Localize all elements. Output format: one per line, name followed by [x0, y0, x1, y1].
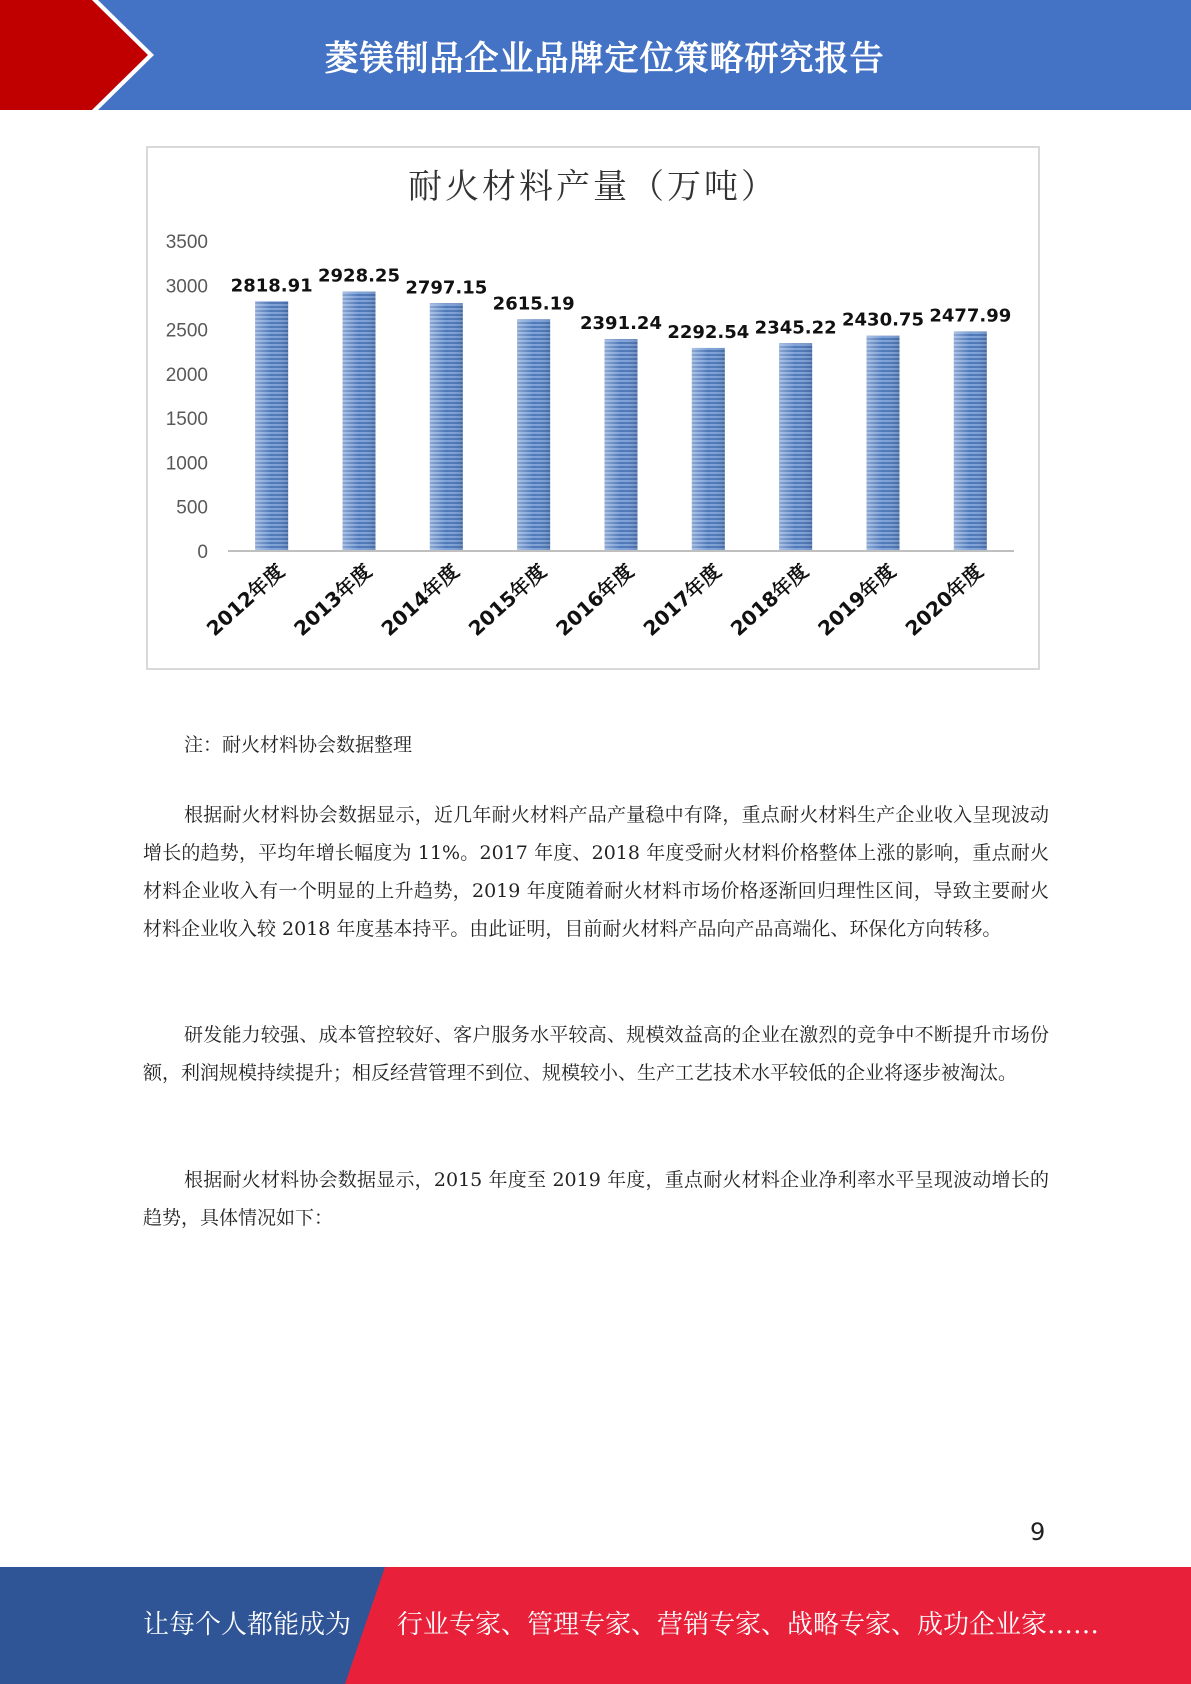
bar-value-label: 2477.99 [929, 305, 1012, 327]
page-footer [0, 1567, 1191, 1684]
chart-source-note: 注：耐火材料协会数据整理 [184, 734, 413, 756]
y-tick-label: 3500 [165, 232, 208, 253]
bar-shading [867, 336, 900, 551]
report-title: 菱镁制品企业品牌定位策略研究报告 [324, 38, 885, 79]
bar-shading [255, 301, 288, 551]
y-tick-label: 500 [176, 497, 208, 519]
bar-value-label: 2430.75 [842, 309, 924, 331]
paragraph-1: 根据耐火材料协会数据显示，近几年耐火材料产品产量稳中有降，重点耐火材料生产企业收入呈现波动增长的趋势，平均年增长幅度为 11%。2017 年度、2018 年度受耐火材料价格整体上涨的影响，重点耐火材料企业收入有一个明显的上升趋势，2019 年度随着耐火材料市场价格逐渐回归理性区间，导致主要耐火材料企业收入较 2018 年度基本持平。由此证明，目前耐火材料产品向产品高端化、环保化方向转移。 [143, 804, 1049, 940]
bar-value-label: 2818.91 [230, 275, 313, 297]
x-tick-label: 2018年度 [725, 558, 814, 641]
bar-shading [779, 343, 812, 551]
y-tick-label: 0 [197, 542, 208, 563]
y-tick-label: 3000 [165, 276, 208, 298]
footer-slogan-right: 行业专家、管理专家、营销专家、战略专家、成功企业家…… [397, 1610, 1100, 1640]
paragraph-2: 研发能力较强、成本管控较好、客户服务水平较高、规模效益高的企业在激烈的竞争中不断提升市场份额，利润规模持续提升；相反经营管理不到位、规模较小、生产工艺技术水平较低的企业将逐步被淘汰。 [143, 1024, 1049, 1084]
y-tick-label: 2000 [165, 364, 208, 386]
y-tick-label: 1500 [165, 409, 208, 431]
bar-chart-svg [148, 148, 1038, 668]
footer-slogan-left: 让每个人都能成为 [143, 1610, 352, 1640]
bar-shading [430, 303, 463, 551]
x-tick-label: 2015年度 [463, 558, 552, 641]
bar-value-label: 2615.19 [492, 293, 575, 315]
paragraph-3: 根据耐火材料协会数据显示，2015 年度至 2019 年度，重点耐火材料企业净利率水平呈现波动增长的趋势，具体情况如下： [143, 1169, 1049, 1229]
bar-value-label: 2292.54 [667, 321, 750, 343]
bar-shading [692, 348, 725, 551]
bar-value-label: 2391.24 [580, 313, 662, 335]
y-tick-label: 1000 [165, 453, 208, 475]
x-tick-label: 2020年度 [900, 558, 988, 641]
chart-title: 耐火材料产量（万吨） [408, 167, 778, 207]
bar-shading [605, 339, 638, 551]
page-header [0, 0, 1191, 110]
x-tick-label: 2016年度 [551, 558, 639, 641]
x-tick-label: 2019年度 [813, 558, 901, 641]
x-tick-label: 2013年度 [289, 558, 377, 641]
bar-shading [343, 292, 376, 551]
bar-value-label: 2345.22 [754, 317, 837, 339]
x-tick-label: 2012年度 [201, 558, 290, 641]
x-tick-label: 2017年度 [638, 558, 726, 641]
bar-value-label: 2928.25 [318, 265, 400, 287]
x-tick-label: 2014年度 [376, 558, 464, 641]
bar-value-label: 2797.15 [405, 277, 488, 299]
bar-shading [954, 332, 987, 551]
page-number: 9 [1030, 1518, 1046, 1546]
production-chart [146, 146, 1040, 670]
y-tick-label: 2500 [165, 320, 208, 342]
bar-shading [517, 319, 550, 551]
